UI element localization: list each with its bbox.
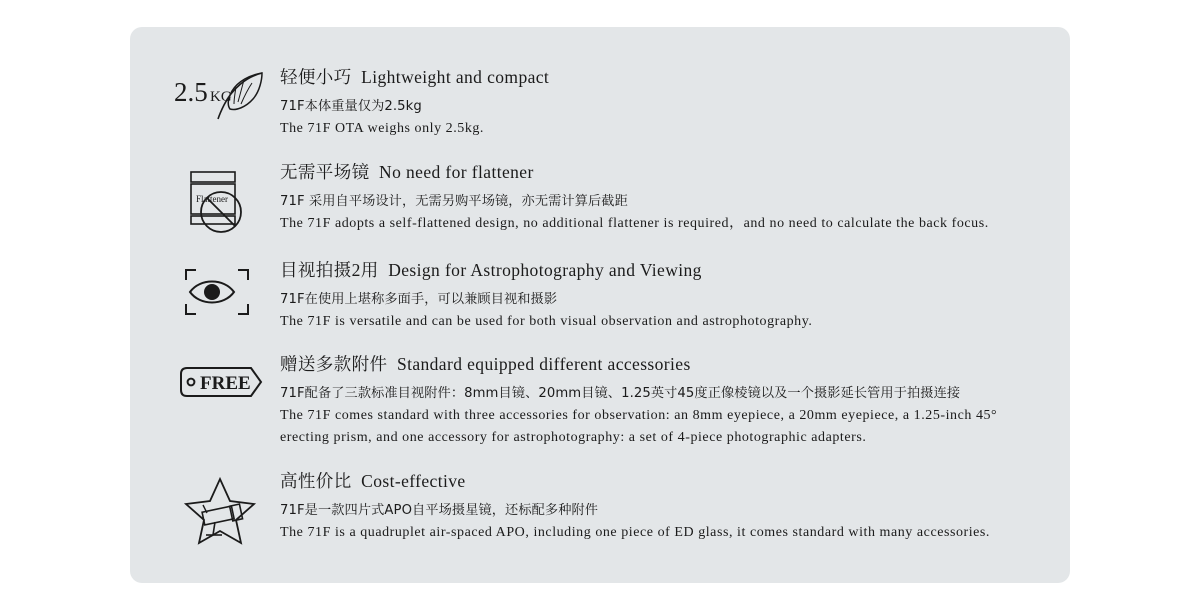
list-item bbox=[164, 471, 1036, 547]
svg-text:Flattener: Flattener bbox=[196, 193, 228, 204]
feature-list bbox=[130, 27, 1070, 547]
feature-description-cn: 71F本体重量仅为2.5kg bbox=[280, 98, 422, 114]
feature-description-cn: 71F是一款四片式APO自平场摄星镜，还标配多种附件 bbox=[280, 502, 599, 518]
feature-title: 赠送多款附件 Standard equipped different accessories bbox=[280, 354, 691, 375]
feature-title: 轻便小巧 Lightweight and compact bbox=[280, 67, 550, 87]
svg-text:KG: KG bbox=[210, 89, 232, 105]
svg-text:FREE: FREE bbox=[200, 373, 251, 395]
feature-description-en: The 71F is versatile and can be used for both visual observation and astrophotography. bbox=[280, 313, 813, 329]
feature-description-cn: 71F配备了三款标准目视附件：8mm目镜、20mm目镜、1.25英寸45度正像棱镜以及一个摄影延长管用于拍摄连接 bbox=[280, 386, 961, 402]
feature-title: 目视拍摄2用 Design for Astrophotography and Viewing bbox=[280, 259, 702, 280]
feature-description-cn: 71F 采用自平场设计，无需另购平场镜，亦无需计算后截距 bbox=[280, 193, 628, 209]
feature-text bbox=[276, 354, 1036, 448]
feature-description-en: The 71F adopts a self-flattened design, no additional flattener is required，and no need to calculate the back focus. bbox=[280, 215, 989, 231]
feature-title: 高性价比 Cost-effective bbox=[280, 470, 466, 491]
feather-weight-icon bbox=[164, 67, 276, 127]
feature-title: 无需平场镜 No need for flattener bbox=[280, 161, 534, 182]
svg-text:2.5: 2.5 bbox=[174, 77, 208, 107]
star-telescope-icon bbox=[164, 471, 276, 547]
list-item bbox=[164, 162, 1036, 238]
free-tag-icon bbox=[164, 354, 276, 406]
feature-description-en: The 71F is a quadruplet air-spaced APO, including one piece of ED glass, it comes standard with many accessories. bbox=[280, 524, 990, 540]
flattener-crossed-out-icon bbox=[164, 162, 276, 238]
list-item bbox=[164, 354, 1036, 448]
feature-description-en: The 71F OTA weighs only 2.5kg. bbox=[280, 121, 484, 137]
list-item bbox=[164, 67, 1036, 140]
feature-description-en: The 71F comes standard with three accessories for observation: an 8mm eyepiece, a 20mm eyepiece, a 1.25-inch 45° erecting prism, and one accessory for astrophotography: a set of 4-piece photographic adapters. bbox=[280, 408, 998, 446]
feature-text bbox=[276, 67, 1036, 140]
feature-text bbox=[276, 162, 1036, 235]
list-item bbox=[164, 260, 1036, 333]
feature-panel bbox=[130, 27, 1070, 583]
eye-viewfinder-icon bbox=[164, 260, 276, 320]
feature-text bbox=[276, 260, 1036, 333]
feature-description-cn: 71F在使用上堪称多面手，可以兼顾目视和摄影 bbox=[280, 291, 558, 307]
feature-text bbox=[276, 471, 1036, 544]
